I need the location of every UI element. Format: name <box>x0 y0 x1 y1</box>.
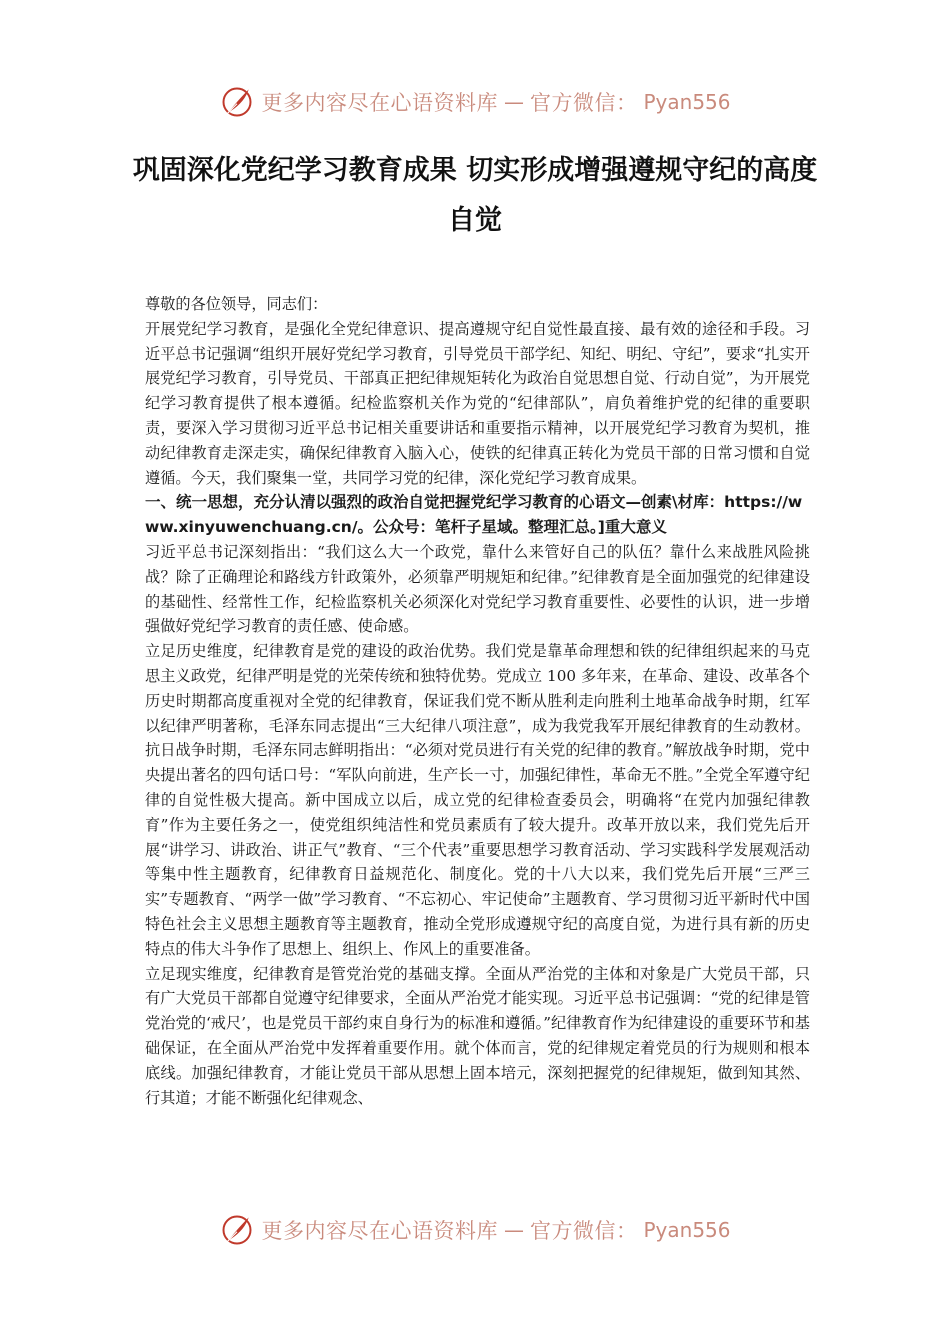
body-paragraph: 开展党纪学习教育，是强化全党纪律意识、提高遵规守纪自觉性最直接、最有效的途径和手段。习近平总书记强调“组织开展好党纪学习教育，引导党员干部学纪、知纪、明纪、守纪”，要求“扎实开展党纪学习教育，引导党员、干部真正把纪律规矩转化为政治自觉思想自觉、行动自觉”，为开展党纪学习教育提供了根本遵循。纪检监察机关作为党的“纪律部队”，肩负着维护党的纪律的重要职责，要深入学习贯彻习近平总书记相关重要讲话和重要指示精神，以开展党纪学习教育为契机，推动纪律教育走深走实，确保纪律教育入脑入心，使铁的纪律真正转化为党员干部的日常习惯和自觉遵循。今天，我们聚集一堂，共同学习党的纪律，深化党纪学习教育成果。 <box>145 319 810 487</box>
banner-wechat-id: Pyan556 <box>643 1218 731 1242</box>
banner-official-label: 官方微信： <box>529 91 638 115</box>
salutation: 尊敬的各位领导，同志们： <box>145 295 328 313</box>
banner-separator: — <box>503 1218 524 1242</box>
banner-official-label: 官方微信： <box>529 1219 638 1243</box>
banner-wechat-id: Pyan556 <box>643 90 731 114</box>
quill-logo-icon <box>219 1212 255 1248</box>
section-heading: 一、统一思想，充分认清以强烈的政治自觉把握党纪学习教育的心语文—创素\材库：https://www.xinyuwenchuang.cn/。公众号：笔杆子星域。整理汇总。]重大意义 <box>145 493 803 537</box>
body-paragraph: 习近平总书记深刻指出：“我们这么大一个政党，靠什么来管好自己的队伍？靠什么来战胜风险挑战？除了正确理论和路线方针政策外，必须靠严明规矩和纪律。”纪律教育是全面加强党的纪律建设的基础性、经常性工作，纪检监察机关必须深化对党纪学习教育重要性、必要性的认识，进一步增强做好党纪学习教育的责任感、使命感。 <box>145 542 810 636</box>
body-paragraph: 立足历史维度，纪律教育是党的建设的政治优势。我们党是靠革命理想和铁的纪律组织起来的马克思主义政党，纪律严明是党的光荣传统和独特优势。党成立 100 多年来，在革命、建设、改革各个历史时期都高度重视对全党的纪律教育，保证我们党不断从胜利走向胜利土地革命战争时期，红军以纪律严明著称，毛泽东同志提出“三大纪律八项注意”，成为我党我军开展纪律教育的生动教材。抗日战争时期，毛泽东同志鲜明指出：“必须对党员进行有关党的纪律的教育。”解放战争时期，党中央提出著名的四句话口号：“军队向前进，生产长一寸，加强纪律性，革命无不胜。”全党全军遵守纪律的自觉性极大提高。新中国成立以后，成立党的纪律检查委员会，明确将“在党内加强纪律教育”作为主要任务之一，使党组织纯洁性和党员素质有了较大提升。改革开放以来，我们党先后开展“讲学习、讲政治、讲正气”教育、“三个代表”重要思想学习教育活动、学习实践科学发展观活动等集中性主题教育，纪律教育日益规范化、制度化。党的十八大以来，我们党先后开展“三严三实”专题教育、“两学一做”学习教育、“不忘初心、牢记使命”主题教育、学习贯彻习近平新时代中国特色社会主义思想主题教育等主题教育，推动全党形成遵规守纪的高度自觉，为进行具有新的历史特点的伟大斗争作了思想上、组织上、作风上的重要准备。 <box>145 642 810 958</box>
footer-banner <box>0 1210 950 1250</box>
document-body <box>145 292 810 1110</box>
document-title: 巩固深化党纪学习教育成果 切实形成增强遵规守纪的高度自觉 <box>132 155 818 236</box>
quill-logo-icon <box>219 84 255 120</box>
header-banner <box>0 82 950 122</box>
banner-separator: — <box>503 90 524 114</box>
banner-slogan: 更多内容尽在心语资料库 <box>261 91 498 115</box>
body-paragraph: 立足现实维度，纪律教育是管党治党的基础支撑。全面从严治党的主体和对象是广大党员干部，只有广大党员干部都自觉遵守纪律要求，全面从严治党才能实现。习近平总书记强调：“党的纪律是管党治党的‘戒尺’，也是党员干部约束自身行为的标准和遵循。”纪律教育作为纪律建设的重要环节和基础保证，在全面从严治党中发挥着重要作用。就个体而言，党的纪律规定着党员的行为规则和根本底线。加强纪律教育，才能让党员干部从思想上固本培元，深刻把握党的纪律规矩，做到知其然、行其道；才能不断强化纪律观念、 <box>145 964 810 1107</box>
banner-slogan: 更多内容尽在心语资料库 <box>261 1219 498 1243</box>
